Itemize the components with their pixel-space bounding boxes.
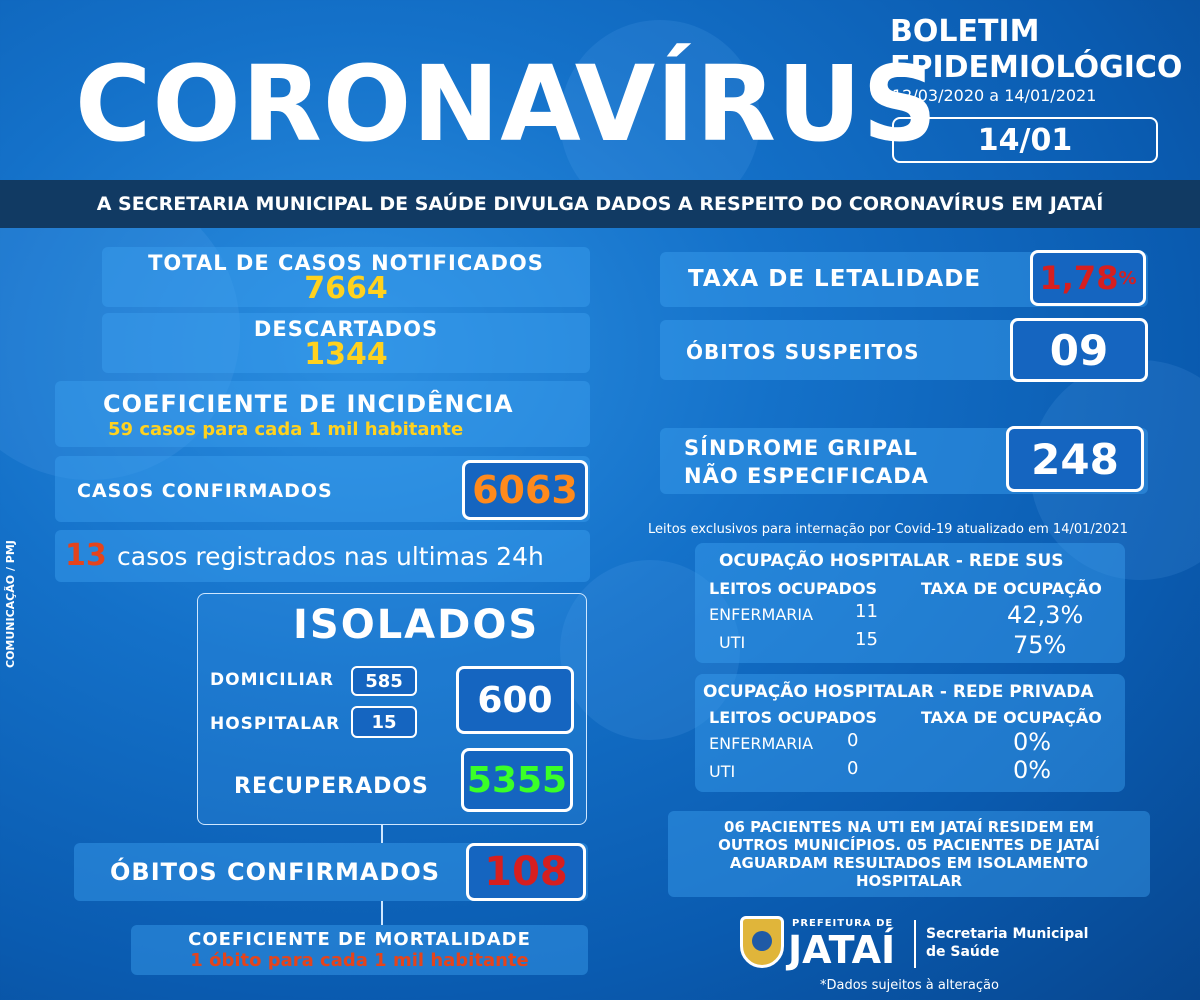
deaths-label: ÓBITOS CONFIRMADOS (110, 858, 441, 886)
discarded-value: 1344 (304, 337, 388, 372)
incidence-label: COEFICIENTE DE INCIDÊNCIA (103, 390, 514, 418)
disclaimer: *Dados sujeitos à alteração (820, 978, 999, 993)
lethality-value: 1,78 (1039, 259, 1119, 297)
logo-sec-1: Secretaria Municipal (926, 926, 1089, 942)
mortality-label: COEFICIENTE DE MORTALIDADE (188, 929, 531, 950)
notified-label: TOTAL DE CASOS NOTIFICADOS (148, 251, 544, 275)
priv-row2-rate: 0% (1013, 756, 1052, 784)
priv-row1-label: ENFERMARIA (709, 734, 814, 753)
bulletin-title: BOLETIM EPIDEMIOLÓGICO (890, 14, 1183, 85)
bulletin-date: 14/01 (892, 117, 1158, 163)
discarded-panel (102, 313, 590, 373)
notice-panel (668, 811, 1150, 897)
lethality-label: TAXA DE LETALIDADE (688, 266, 982, 292)
home-value: 585 (351, 666, 417, 696)
connector-line (381, 825, 383, 843)
logo-top-text: PREFEITURA DE (792, 918, 894, 929)
hospital-value: 15 (351, 706, 417, 738)
priv-row2-label: UTI (709, 762, 736, 781)
sus-row1-rate: 42,3% (1007, 601, 1084, 629)
date-range: 12/03/2020 a 14/01/2021 (892, 86, 1097, 105)
last24-value: 13 (65, 538, 107, 573)
sus-occupancy-panel (695, 543, 1125, 663)
confirmed-label: CASOS CONFIRMADOS (77, 480, 333, 502)
beds-note: Leitos exclusivos para internação por Covid-19 atualizado em 14/01/2021 (648, 522, 1128, 537)
discarded-label: DESCARTADOS (253, 317, 439, 341)
notified-value: 7664 (304, 271, 388, 306)
priv-row1-value: 0 (847, 730, 859, 751)
incidence-text: 59 casos para cada 1 mil habitante (108, 419, 464, 440)
mortality-text: 1 óbito para cada 1 mil habitante (190, 950, 529, 971)
priv-col2: TAXA DE OCUPAÇÃO (921, 708, 1102, 727)
last24-text: casos registrados nas ultimas 24h (117, 542, 544, 571)
sus-col1: LEITOS OCUPADOS (709, 579, 878, 598)
isolated-title: ISOLADOS (293, 602, 540, 648)
logo-sec-2: de Saúde (926, 944, 1000, 960)
sus-row2-label: UTI (719, 633, 746, 652)
deaths-value: 108 (466, 843, 586, 901)
sg-label-2: NÃO ESPECIFICADA (684, 464, 929, 488)
priv-row1-rate: 0% (1013, 728, 1052, 756)
home-label: DOMICILIAR (210, 670, 335, 690)
notice-line-4: HOSPITALAR (855, 872, 963, 890)
sus-row2-value: 15 (855, 629, 878, 650)
logo-city-text: JATAÍ (788, 928, 896, 972)
mortality-panel (131, 925, 588, 975)
suspect-value: 09 (1010, 318, 1148, 382)
connector-line (381, 901, 383, 925)
logo-divider (914, 920, 916, 968)
notice-line-2: OUTROS MUNICÍPIOS. 05 PACIENTES DE JATAÍ (718, 836, 1100, 854)
isolated-total: 600 (456, 666, 574, 734)
sg-value: 248 (1006, 426, 1144, 492)
sg-label-1: SÍNDROME GRIPAL (684, 436, 918, 460)
banner: A SECRETARIA MUNICIPAL DE SAÚDE DIVULGA DADOS A RESPEITO DO CORONAVÍRUS EM JATAÍ (0, 180, 1200, 228)
priv-col1: LEITOS OCUPADOS (709, 708, 878, 727)
sus-row2-rate: 75% (1013, 631, 1067, 659)
lethality-value-box (1030, 250, 1146, 306)
priv-row2-value: 0 (847, 758, 859, 779)
private-occupancy-panel (695, 674, 1125, 792)
page-title: CORONAVÍRUS (75, 43, 939, 165)
isolated-panel (197, 593, 587, 825)
side-credit: COMUNICAÇÃO / PMJ (4, 540, 17, 668)
priv-title: OCUPAÇÃO HOSPITALAR - REDE PRIVADA (703, 682, 1094, 702)
city-coat-of-arms-icon (740, 916, 784, 968)
recovered-label: RECUPERADOS (234, 774, 429, 799)
notice-line-1: 06 PACIENTES NA UTI EM JATAÍ RESIDEM EM (724, 818, 1094, 836)
notified-panel (102, 247, 590, 307)
notice-line-3: AGUARDAM RESULTADOS EM ISOLAMENTO (729, 854, 1089, 872)
hospital-label: HOSPITALAR (210, 714, 341, 734)
incidence-panel (55, 381, 590, 447)
lethality-unit: % (1118, 267, 1137, 289)
suspect-label: ÓBITOS SUSPEITOS (686, 340, 920, 364)
sus-row1-value: 11 (855, 601, 878, 622)
sus-title: OCUPAÇÃO HOSPITALAR - REDE SUS (719, 551, 1064, 571)
sus-col2: TAXA DE OCUPAÇÃO (921, 579, 1102, 598)
confirmed-value: 6063 (462, 460, 588, 520)
recovered-value: 5355 (461, 748, 573, 812)
sus-row1-label: ENFERMARIA (709, 605, 814, 624)
last24-panel (55, 530, 590, 582)
